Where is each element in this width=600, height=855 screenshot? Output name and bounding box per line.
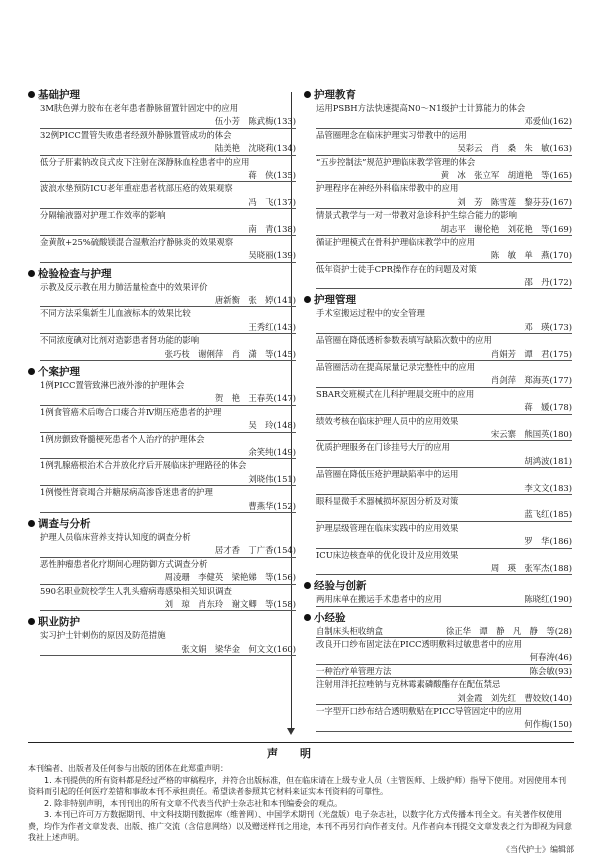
entry-title: SBAR交班模式在儿科护理晨交班中的应用	[316, 388, 572, 401]
leader-space	[40, 473, 248, 485]
leader-space	[40, 294, 215, 306]
entry-authors: 邓爱仙	[524, 115, 549, 127]
entry-title: 品管圈在降低压疮护理缺陷率中的运用	[316, 468, 572, 481]
entry-author-line	[40, 500, 296, 513]
entry-title: 改良开口纱布固定法在PICC透明敷料过敏患者中的应用	[316, 638, 572, 651]
right-column	[304, 88, 572, 736]
entry-author-line	[40, 473, 296, 486]
section-gap	[304, 732, 572, 736]
entry-page: (134)	[273, 142, 296, 154]
section-title-text: 小经验	[314, 612, 346, 624]
entry-page: (141)	[273, 294, 296, 306]
entry-author-line	[316, 455, 572, 468]
entry-authors: 李文文	[524, 482, 549, 494]
entry-authors: 蒋 媛	[524, 401, 549, 413]
leader-space	[40, 169, 248, 181]
entry-page: (173)	[549, 321, 572, 333]
entry-title: 情景式教学与一对一带教对急诊科护生综合能力的影响	[316, 209, 572, 222]
entry-authors: 周 瑛 张军杰	[491, 562, 550, 574]
toc-entry[interactable]	[316, 307, 572, 334]
toc-entry[interactable]	[40, 129, 296, 156]
entry-page: (93)	[555, 665, 572, 677]
entry-authors: 余笑纯	[248, 446, 273, 458]
entry-page: (139)	[273, 249, 296, 261]
entry-authors: 蓝飞红	[524, 508, 549, 520]
toc-entry[interactable]	[316, 625, 572, 638]
entry-title: “五步控制法”规范护理临床教学管理的体会	[316, 156, 572, 169]
entry-page: (165)	[549, 169, 572, 181]
entry-authors: 吴 玲	[248, 419, 273, 431]
entry-page: (175)	[549, 348, 572, 360]
toc-entry[interactable]	[316, 495, 572, 522]
entry-title: 手术室搬运过程中的安全管理	[316, 307, 572, 320]
entry-authors: 伍小芳 陈武梅	[215, 115, 274, 127]
entry-authors: 陆美艳 沈晓莉	[215, 142, 274, 154]
entry-title: 不同浓度碘对比剂对造影患者肾功能的影响	[40, 334, 296, 347]
entry-title: 护理层级管理在临床实践中的应用效果	[316, 522, 572, 535]
bullet-icon	[28, 368, 35, 375]
entry-title: 1例PICC置管致淋巴液外渗的护理体会	[40, 379, 296, 392]
declaration-signature: 《当代护士》编辑部	[28, 844, 574, 855]
toc-entry[interactable]	[316, 361, 572, 388]
entry-title: 护理程序在神经外科临床带教中的应用	[316, 182, 572, 195]
bullet-icon	[304, 614, 311, 621]
entry-title: 自制床头柜收纳盒	[316, 625, 383, 637]
entry-author-line	[316, 374, 572, 387]
toc-entry[interactable]	[40, 102, 296, 129]
section-title	[28, 365, 296, 379]
toc-entry[interactable]	[40, 585, 296, 612]
entry-page: (143)	[273, 321, 296, 333]
bullet-icon	[28, 91, 35, 98]
entry-title: 护理人员临床营养支持认知度的调查分析	[40, 531, 296, 544]
toc-entry[interactable]	[40, 281, 296, 308]
leader-space	[316, 169, 441, 181]
section-title-text: 经验与创新	[314, 580, 367, 592]
entry-author-line	[316, 482, 572, 495]
toc-entry[interactable]	[40, 156, 296, 183]
toc-entry[interactable]	[316, 156, 572, 183]
entry-page: (172)	[549, 276, 572, 288]
toc-entry[interactable]	[316, 415, 572, 442]
entry-page: (152)	[273, 500, 296, 512]
entry-page: (150)	[549, 718, 572, 730]
leader-space	[316, 115, 524, 127]
entry-author-line	[40, 249, 296, 262]
entry-author-line	[40, 321, 296, 334]
leader-space	[316, 276, 524, 288]
entry-author-line	[316, 718, 572, 731]
entry-page: (140)	[549, 692, 572, 704]
entry-page: (151)	[273, 473, 296, 485]
entry-authors: 南 青	[248, 223, 273, 235]
entry-page: (145)	[273, 348, 296, 360]
section-title	[28, 88, 296, 102]
declaration-body	[28, 763, 574, 855]
entry-authors: 邓 瑛	[524, 321, 549, 333]
entry-title: 波浪水垫预防ICU老年重症患者枕部压疮的效果观察	[40, 182, 296, 195]
entry-author-line	[316, 562, 572, 575]
toc-entry[interactable]	[316, 549, 572, 576]
entry-title: 品管圈理念在临床护理实习带教中的运用	[316, 129, 572, 142]
toc-entry[interactable]	[316, 468, 572, 495]
leader-space	[40, 598, 165, 610]
entry-title: 1例乳腺癌根治术合并放化疗后开展临床护理路径的体会	[40, 459, 296, 472]
leader-space	[40, 544, 215, 556]
entry-author-line	[40, 115, 296, 128]
entry-page: (149)	[273, 446, 296, 458]
section-gap	[28, 656, 296, 660]
bullet-icon	[28, 270, 35, 277]
leader-space	[316, 692, 457, 704]
section-title	[304, 88, 572, 102]
toc-entry[interactable]	[316, 441, 572, 468]
leader-space	[316, 455, 524, 467]
section-title	[304, 579, 572, 593]
toc-entry[interactable]	[316, 593, 572, 606]
toc-entry[interactable]	[316, 522, 572, 549]
entry-title: 品管圈活动在提高尿量记录完整性中的应用	[316, 361, 572, 374]
toc-entry[interactable]	[316, 209, 572, 236]
leader-space	[316, 142, 457, 154]
entry-page: (180)	[549, 428, 572, 440]
entry-author-line	[316, 508, 572, 521]
entry-title: 分隔输液器对护理工作效率的影响	[40, 209, 296, 222]
leader-space	[316, 535, 524, 547]
leader-space	[316, 401, 524, 413]
toc-entry[interactable]	[40, 486, 296, 513]
leader-space	[40, 223, 248, 235]
section-title-text: 检验检查与护理	[38, 268, 112, 280]
toc-entry[interactable]	[316, 388, 572, 415]
leader-space	[316, 718, 524, 730]
entry-author-line	[316, 223, 572, 236]
declaration-divider	[28, 742, 574, 743]
leader-space	[442, 593, 525, 605]
entry-author-line	[316, 276, 572, 289]
entry-title: 两用床单在搬运手术患者中的应用	[316, 593, 442, 605]
entry-title: 恶性肿瘤患者化疗期间心理防御方式调查分析	[40, 558, 296, 571]
entry-authors: 吴彩云 肖 桑 朱 敏	[457, 142, 549, 154]
entry-author-line	[40, 294, 296, 307]
entry-author-line	[40, 544, 296, 557]
section-title-text: 个案护理	[38, 366, 80, 378]
entry-authors: 张文娟 梁华金 何文文	[181, 643, 273, 655]
leader-space	[316, 196, 457, 208]
declaration-item: 3. 本刊已许可万方数据期刊、中文科技期刊数据库（维普网）、中国学术期刊（光盘版）电子杂志社，以数字化方式传播本刊全文。有关著作权使用费，均作为作者文章发表、出版、推广交流（含信息网络）以及赠送样刊之用途，本刊不再另行向作者支付。凡作者向本刊提交文章发表之行为即视为同意我社上述声明。	[28, 809, 574, 844]
leader-space	[316, 508, 524, 520]
entry-authors: 吴晓丽	[248, 249, 273, 261]
leader-space	[316, 428, 491, 440]
entry-author-line	[316, 665, 572, 678]
entry-author-line	[316, 348, 572, 361]
section-title-text: 职业防护	[38, 616, 80, 628]
entry-title: 循证护理模式在骨科护理临床教学中的应用	[316, 236, 572, 249]
entry-authors: 陈 敏 单 燕	[491, 249, 550, 261]
entry-title: 金黄散+25%硫酸镁混合湿敷治疗静脉炎的效果观察	[40, 236, 296, 249]
entry-title: 不同方法采集新生儿血液标本的效果比较	[40, 307, 296, 320]
entry-author-line	[316, 428, 572, 441]
section-title	[304, 611, 572, 625]
left-column	[28, 88, 296, 660]
toc-entry[interactable]	[40, 182, 296, 209]
entry-authors: 胡志平 谢伦艳 刘花艳 等	[441, 223, 550, 235]
entry-author-line	[40, 392, 296, 405]
leader-space	[40, 321, 248, 333]
entry-page: (135)	[273, 169, 296, 181]
entry-authors: 居才香 丁广香	[215, 544, 274, 556]
entry-title: 低年资护士徒手CPR操作存在的问题及对策	[316, 263, 572, 276]
leader-space	[40, 643, 181, 655]
toc-entry[interactable]	[316, 236, 572, 263]
entry-title: 590名职业院校学生人乳头瘤病毒感染相关知识调查	[40, 585, 296, 598]
entry-title: 眼科显微手术器械损坏原因分析及对策	[316, 495, 572, 508]
section-title-text: 护理教育	[314, 89, 356, 101]
declaration-item: 2. 除非特别声明，本刊刊出的所有文章不代表当代护士杂志社和本刊编委会的观点。	[28, 798, 574, 810]
toc-entry[interactable]	[40, 379, 296, 406]
leader-space	[383, 625, 446, 637]
entry-authors: 邵 丹	[524, 276, 549, 288]
toc-entry[interactable]	[316, 182, 572, 209]
declaration-title: 声明	[0, 745, 600, 761]
leader-space	[316, 562, 491, 574]
entry-author-line	[316, 535, 572, 548]
entry-page: (137)	[273, 196, 296, 208]
leader-space	[316, 651, 530, 663]
entry-author-line	[316, 142, 572, 155]
entry-title: 绩效考核在临床护理人员中的应用效果	[316, 415, 572, 428]
entry-author-line	[40, 446, 296, 459]
toc-entry[interactable]	[316, 102, 572, 129]
entry-title: 优质护理服务在门诊挂号大厅的应用	[316, 441, 572, 454]
entry-authors: 肖剑萍 郑海英	[491, 374, 550, 386]
entry-authors: 刘金霞 刘先红 曹姣姣	[457, 692, 549, 704]
toc-entry[interactable]	[40, 236, 296, 263]
entry-authors: 刘 芳 陈雪莲 黎芬芬	[457, 196, 549, 208]
entry-page: (163)	[549, 142, 572, 154]
entry-authors: 徐正华 谭 静 凡 静 等	[446, 625, 555, 637]
entry-authors: 周凌珊 李健英 梁艳娣 等	[165, 571, 274, 583]
entry-title: 1例食管癌术后吻合口瘘合并Ⅳ期压疮患者的护理	[40, 406, 296, 419]
section-title-text: 调查与分析	[38, 518, 91, 530]
entry-page: (46)	[555, 651, 572, 663]
entry-author-line	[40, 571, 296, 584]
entry-page: (185)	[549, 508, 572, 520]
toc-entry[interactable]	[316, 129, 572, 156]
toc-entry[interactable]	[316, 334, 572, 361]
entry-author-line	[316, 115, 572, 128]
leader-space	[316, 348, 491, 360]
toc-entry[interactable]	[316, 263, 572, 290]
leader-space	[40, 142, 215, 154]
leader-space	[316, 321, 524, 333]
entry-page: (147)	[273, 392, 296, 404]
declaration-item: 1. 本刊提供的所有资料都是经过严格的审稿程序，并符合出版标准，但在临床请在上级专业人员（主管医师、上级护师）指导下使用。对因使用本刊资料而引起的任何医疗差错和事故本刊不承担责任。希望读者参照其它材料来证实本刊资料的可靠性。	[28, 775, 574, 798]
declaration-intro: 本刊编者、出版者及任何参与出版的团体在此郑重声明：	[28, 763, 574, 775]
entry-page: (188)	[549, 562, 572, 574]
section-title	[28, 615, 296, 629]
entry-author-line	[40, 169, 296, 182]
entry-authors: 宋云寨 熊国英	[491, 428, 550, 440]
entry-page: (156)	[273, 571, 296, 583]
leader-space	[316, 249, 491, 261]
entry-authors: 贺 艳 王春英	[215, 392, 274, 404]
section-title	[28, 517, 296, 531]
toc-entry[interactable]	[316, 678, 572, 705]
toc-entry[interactable]	[40, 629, 296, 656]
entry-author-line	[40, 419, 296, 432]
entry-title: 运用PSBH方法快速提高N0～N1级护士计算能力的体会	[316, 102, 572, 115]
entry-authors: 罗 华	[524, 535, 549, 547]
bullet-icon	[304, 296, 311, 303]
entry-page: (160)	[273, 643, 296, 655]
entry-authors: 张巧枝 谢俐萍 肖 潇 等	[165, 348, 274, 360]
entry-page: (148)	[273, 419, 296, 431]
entry-author-line	[316, 401, 572, 414]
entry-authors: 刘 琼 肖东玲 谢文卿 等	[165, 598, 274, 610]
entry-authors: 何春涛	[530, 651, 555, 663]
entry-author-line	[40, 348, 296, 361]
entry-authors: 王秀红	[248, 321, 273, 333]
entry-page: (167)	[549, 196, 572, 208]
entry-author-line	[40, 142, 296, 155]
toc-entry[interactable]	[40, 558, 296, 585]
leader-space	[316, 482, 524, 494]
leader-space	[391, 665, 529, 677]
toc-entry[interactable]	[40, 307, 296, 334]
entry-page: (28)	[555, 625, 572, 637]
entry-authors: 胡鸿波	[524, 455, 549, 467]
leader-space	[40, 196, 248, 208]
toc-entry[interactable]	[40, 406, 296, 433]
entry-title: 一字型开口纱布结合透明敷贴在PICC导管固定中的应用	[316, 705, 572, 718]
entry-page: (138)	[273, 223, 296, 235]
leader-space	[40, 446, 248, 458]
entry-authors: 陈晓红	[524, 593, 549, 605]
entry-author-line	[316, 196, 572, 209]
entry-page: (186)	[549, 535, 572, 547]
entry-page: (169)	[549, 223, 572, 235]
entry-page: (181)	[549, 455, 572, 467]
entry-authors: 肖娟芳 谭 君	[491, 348, 550, 360]
entry-author-line	[316, 249, 572, 262]
entry-author-line	[316, 625, 572, 638]
toc-entry[interactable]	[316, 665, 572, 678]
leader-space	[40, 392, 215, 404]
bullet-icon	[28, 618, 35, 625]
entry-author-line	[316, 651, 572, 664]
entry-author-line	[40, 643, 296, 656]
entry-title: 注射用泮托拉唑钠与克林霉素磷酸酯存在配伍禁忌	[316, 678, 572, 691]
leader-space	[316, 374, 491, 386]
leader-space	[316, 223, 441, 235]
entry-authors: 曹燕华	[248, 500, 273, 512]
entry-author-line	[40, 223, 296, 236]
entry-page: (170)	[549, 249, 572, 261]
section-title-text: 护理管理	[314, 294, 356, 306]
entry-title: ICU床边核查单的优化设计及应用效果	[316, 549, 572, 562]
entry-page: (178)	[549, 401, 572, 413]
leader-space	[40, 249, 248, 261]
leader-space	[40, 571, 165, 583]
entry-title: 示教及反示教在用力肺活量检查中的效果评价	[40, 281, 296, 294]
entry-page: (183)	[549, 482, 572, 494]
entry-author-line	[316, 169, 572, 182]
entry-title: 1例房颤致脊髓梗死患者个人治疗的护理体会	[40, 433, 296, 446]
toc-entry[interactable]	[40, 531, 296, 558]
entry-authors: 蒋 侠	[248, 169, 273, 181]
entry-authors: 唐新衡 张 婷	[215, 294, 274, 306]
bullet-icon	[304, 91, 311, 98]
leader-space	[40, 419, 248, 431]
toc-entry[interactable]	[316, 638, 572, 665]
entry-authors: 冯 飞	[248, 196, 273, 208]
entry-author-line	[316, 692, 572, 705]
entry-page: (177)	[549, 374, 572, 386]
toc-entry[interactable]	[40, 433, 296, 460]
entry-title: 一种治疗单管理方法	[316, 665, 391, 677]
entry-title: 32例PICC置管失败患者经颈外静脉置管成功的体会	[40, 129, 296, 142]
entry-page: (158)	[273, 598, 296, 610]
entry-title: 低分子肝素钠改良式皮下注射在深静脉血栓患者中的应用	[40, 156, 296, 169]
bullet-icon	[28, 520, 35, 527]
entry-authors: 何作梅	[524, 718, 549, 730]
section-title-text: 基础护理	[38, 89, 80, 101]
toc-entry[interactable]	[40, 209, 296, 236]
entry-title: 品管圈在降低透析参数表填写缺陷次数中的应用	[316, 334, 572, 347]
leader-space	[40, 115, 215, 127]
entry-authors: 刘晓伟	[248, 473, 273, 485]
column-divider-arrow	[287, 728, 295, 735]
entry-author-line	[40, 598, 296, 611]
leader-space	[40, 500, 248, 512]
entry-title: 实习护士针刺伤的原因及防范措施	[40, 629, 296, 642]
entry-authors: 陈会敏	[530, 665, 555, 677]
entry-author-line	[316, 321, 572, 334]
entry-page: (162)	[549, 115, 572, 127]
entry-authors: 黄 冰 张立军 胡道艳 等	[441, 169, 550, 181]
entry-title: 3M肤色弹力胶布在老年患者静脉留置针固定中的应用	[40, 102, 296, 115]
toc-entry[interactable]	[316, 705, 572, 732]
section-title	[28, 267, 296, 281]
toc-entry[interactable]	[40, 334, 296, 361]
entry-page: (190)	[549, 593, 572, 605]
section-title	[304, 293, 572, 307]
entry-page: (133)	[273, 115, 296, 127]
entry-author-line	[40, 196, 296, 209]
entry-page: (154)	[273, 544, 296, 556]
bullet-icon	[304, 582, 311, 589]
leader-space	[40, 348, 165, 360]
entry-title: 1例慢性肾衰竭合并糖尿病高渗昏迷患者的护理	[40, 486, 296, 499]
entry-author-line	[316, 593, 572, 606]
toc-entry[interactable]	[40, 459, 296, 486]
